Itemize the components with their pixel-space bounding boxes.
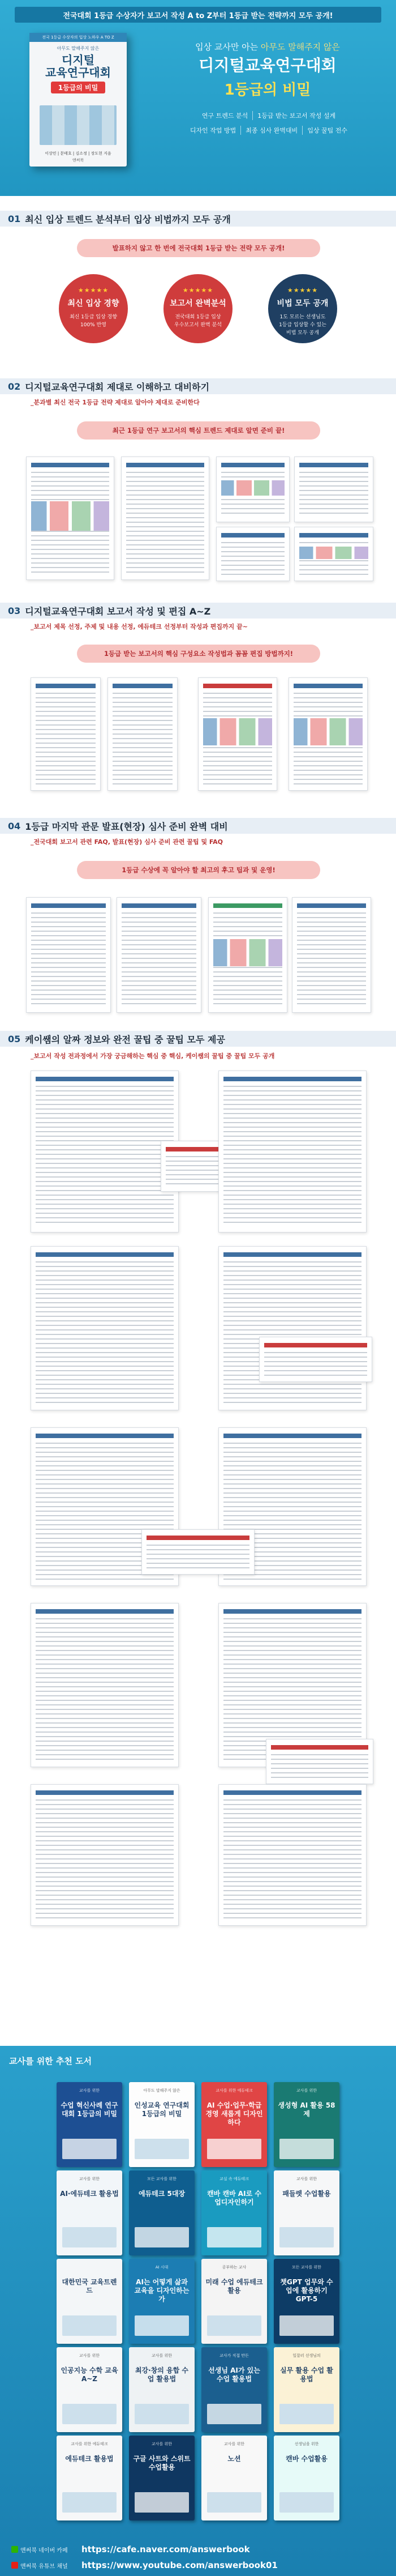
page-sample (294, 527, 373, 581)
section-title: 디지털교육연구대회 제대로 이해하고 대비하기 (25, 381, 210, 393)
book-card[interactable] (129, 2082, 195, 2167)
book-card-sub: 교사를 위한 (79, 2177, 100, 2181)
book-card[interactable] (129, 2170, 195, 2255)
book-card-sub: 모든 교사를 위한 (292, 2265, 321, 2270)
book-card-title: 인공지능 수학 교육 A~Z (61, 2366, 118, 2383)
circle-desc-line: 비법 모두 공개 (286, 330, 319, 336)
book-card-sub: 일잘러 선생님의 (292, 2353, 321, 2358)
book-title (29, 54, 127, 79)
cafe-label: 앤써북 네이버 카페 (20, 2547, 68, 2554)
book-card-title: 인성교육 연구대회 1등급의 비밀 (134, 2101, 190, 2118)
book-card-title: 생성형 AI 활용 58제 (278, 2101, 335, 2118)
book-card-title: 수업 혁신사례 연구대회 1등급의 비밀 (61, 2101, 118, 2118)
page-sample (218, 1784, 367, 1926)
page-sample (26, 897, 111, 1013)
page-sample (31, 677, 101, 791)
star-rating-icon: ★★★★★ (287, 287, 318, 294)
book-card-title: 대한민국 교육트렌드 (62, 2278, 117, 2294)
book-cover (29, 33, 127, 167)
book-card[interactable] (129, 2259, 195, 2344)
youtube-label: 앤써북 유튜브 채널 (20, 2563, 68, 2570)
book-card-sub: 교사를 위한 (151, 2442, 173, 2446)
section-02-pill: 최근 1등급 연구 보고서의 핵심 트렌드 제대로 알면 준비 끝! (77, 421, 320, 440)
section-05-note: _보고서 작성 전과정에서 가장 궁금해하는 핵심 중 핵심, 케이쌤의 꿀팁 중 꿀팁 모두 공개 (31, 1052, 275, 1060)
circle-title: 최신 입상 경향 (67, 299, 119, 308)
circle-title: 보고서 완벽분석 (170, 299, 226, 308)
section-title: 1등급 마지막 관문 발표(현장) 심사 준비 완벽 대비 (25, 821, 228, 832)
hero-tags (153, 111, 385, 140)
book-card[interactable] (57, 2259, 122, 2344)
section-04-pill: 1등급 수상에 꼭 알아야 할 최고의 후고 팁과 및 운영! (77, 861, 320, 879)
hero-banner (0, 0, 396, 196)
page-sample (208, 897, 287, 1013)
youtube-link[interactable]: https://www.youtube.com/answerbook01 (81, 2560, 278, 2570)
book-card[interactable] (201, 2436, 267, 2520)
circle-desc-line: 우수보고서 완벽 분석 (174, 322, 222, 328)
section-03-desc: _보고서 제목 선정, 주제 및 내용 선정, 에듀테크 선정부터 작성과 편집까지 끝~ (31, 623, 248, 630)
book-card-sub: 교사가 직접 만든 (219, 2353, 249, 2358)
page-sample (26, 457, 114, 580)
page-sample (31, 1246, 179, 1410)
book-card[interactable] (57, 2436, 122, 2520)
section-number: 01 (8, 213, 21, 224)
tip-callout (259, 1337, 372, 1382)
book-card[interactable] (57, 2170, 122, 2255)
book-subtitle: 아무도 말해주지 않은 (57, 46, 100, 51)
tip-callout (141, 1529, 255, 1575)
hero-tag: 디자인 작업 방법 (190, 126, 241, 135)
book-card-title: 노션 (227, 2455, 241, 2463)
section-title: 최신 입상 트렌드 분석부터 입상 비법까지 모두 공개 (25, 214, 231, 225)
section-number: 04 (8, 820, 21, 831)
book-card-sub: 교사를 위한 (79, 2353, 100, 2358)
book-card[interactable] (129, 2436, 195, 2520)
book-card-title: 캔바 수업활용 (286, 2455, 328, 2463)
book-title-line2: 교육연구대회 (45, 66, 111, 79)
section-title: 케이쌤의 알짜 정보와 완전 꿀팁 중 꿀팁 모두 제공 (25, 1034, 225, 1045)
book-author: 이상민 | 문태호 | 김소정 | 장도현 지음 (45, 151, 111, 156)
circle-desc (268, 313, 337, 337)
book-card-title: 에듀테크 5대장 (138, 2190, 186, 2198)
book-card[interactable] (274, 2347, 339, 2432)
page-sample (292, 897, 371, 1013)
feature-circle-secret (268, 274, 337, 343)
book-card-sub: 교사를 위한 에듀테크 (216, 2088, 253, 2093)
section-number: 03 (8, 605, 21, 616)
page-sample (294, 457, 373, 522)
book-card-title: 챗GPT 업무와 수업에 활용하기 GPT-5 (280, 2278, 333, 2303)
book-publisher: 앤써북 (72, 158, 84, 163)
book-card-title: AI·에듀테크 활용법 (60, 2190, 119, 2198)
page-sample (289, 677, 368, 791)
circle-desc-line: 최신 1등급 입상 경향 (70, 314, 117, 320)
book-card-sub: 교사를 위한 에듀테크 (71, 2442, 108, 2446)
book-card[interactable] (201, 2259, 267, 2344)
section-01-pill: 발표하지 않고 한 번에 전국대회 1등급 받는 전략 모두 공개! (77, 239, 320, 257)
hero-tag: 연구 트렌드 분석 (202, 111, 253, 120)
tip-callout (266, 1739, 373, 1784)
book-card-sub: 공부하는 교사 (222, 2265, 247, 2270)
hero-tag: 최종 심사 완벽대비 (246, 126, 303, 135)
hero-strip: 전국대회 1등급 수상자가 보고서 작성 A to Z부터 1등급 받는 전략까지 모두 공개! (15, 7, 381, 23)
section-title: 디지털교육연구대회 보고서 작성 및 편집 A~Z (25, 605, 211, 617)
page-sample (198, 677, 277, 791)
book-card[interactable] (129, 2347, 195, 2432)
book-title-line1: 디지털 (62, 53, 94, 67)
circle-desc-line: 1등급 입상할 수 있는 (279, 322, 326, 328)
feature-circle-trend (59, 274, 128, 343)
circle-desc (163, 313, 233, 329)
hero-title: 디지털교육연구대회 (199, 56, 337, 75)
book-card-title: AI는 어떻게 삶과 교육을 디자인하는가 (134, 2278, 190, 2303)
section-03-pill: 1등급 받는 보고서의 핵심 구성요소 작성법과 꼼꼼 편집 방법까지! (77, 645, 320, 663)
recommended-books-grid (57, 2082, 339, 2518)
section-03-header (0, 603, 396, 619)
hero-intro (152, 41, 384, 53)
book-top-band: 전국 1등급 수상자의 입상 노하우 A TO Z (29, 33, 127, 42)
section-04-desc: _전국대회 보고서 관련 FAQ, 발표(현장) 심사 준비 관련 꿀팁 및 FAQ (31, 838, 223, 846)
book-card-sub: 선생님을 위한 (294, 2442, 319, 2446)
book-card-sub: 교사를 위한 (223, 2442, 245, 2446)
book-card-title: 캔바 캔바 AI로 수업디자인하기 (207, 2190, 261, 2206)
page-sample (31, 1603, 179, 1767)
book-card[interactable] (201, 2347, 267, 2432)
circle-desc-line: 1도 모르는 선생님도 (279, 314, 326, 320)
book-card[interactable] (201, 2082, 267, 2167)
book-badge: 1등급의 비밀 (51, 82, 105, 93)
page-sample (218, 1071, 367, 1232)
book-card-sub: 교사를 위한 (296, 2177, 317, 2181)
book-card-title: AI 수업·업무·학급경영 새롭게 디자인하다 (205, 2101, 263, 2126)
book-card-sub: 아무도 말해주지 않은 (143, 2088, 180, 2093)
book-card-title: 최강·창의 융합 수업 활용법 (135, 2366, 189, 2383)
naver-cafe-icon (11, 2546, 18, 2553)
section-number: 02 (8, 381, 21, 392)
star-rating-icon: ★★★★★ (78, 287, 109, 294)
section-01-header (0, 211, 396, 227)
hero-subtitle: 1등급의 비밀 (224, 82, 311, 99)
book-card-sub: 교실 속 에듀테크 (219, 2177, 249, 2181)
book-card[interactable] (274, 2436, 339, 2520)
section-04-header (0, 818, 396, 834)
footer-youtube[interactable] (0, 2560, 396, 2570)
circle-title: 비법 모두 공개 (277, 299, 329, 308)
page-sample (218, 1246, 367, 1410)
hero-tag: 1등급 받는 보고서 작성 설계 (257, 112, 336, 120)
circle-desc-line: 전국대회 1등급 입상 (175, 314, 221, 320)
book-card-sub: 교사를 위한 (296, 2088, 317, 2093)
footer-cafe[interactable] (0, 2544, 396, 2554)
book-card[interactable] (274, 2082, 339, 2167)
book-card-title: 실무 활용 수업 활용법 (280, 2366, 333, 2383)
book-card-sub: 모든 교사를 위한 (147, 2177, 177, 2181)
circle-desc-line: 100% 반영 (80, 322, 106, 328)
book-card-title: 미래 수업 에듀테크 활용 (205, 2278, 263, 2294)
book-card-title: 에듀테크 활용법 (65, 2455, 114, 2463)
recommended-title: 교사를 위한 추천 도서 (9, 2056, 92, 2066)
section-05-header (0, 1031, 396, 1047)
hero-intro-pre: 입상 교사만 아는 (195, 42, 261, 52)
cafe-link[interactable]: https://cafe.naver.com/answerbook (81, 2544, 250, 2554)
star-rating-icon: ★★★★★ (182, 287, 214, 294)
page-sample (216, 457, 290, 522)
book-illustration (40, 105, 117, 145)
book-card-sub: AI 시대 (155, 2265, 169, 2270)
page-sample (31, 1071, 179, 1232)
book-card-title: 구글 사트와 스위트 수업활용 (133, 2455, 191, 2471)
circle-desc (59, 313, 128, 329)
book-card[interactable] (274, 2170, 339, 2255)
section-02-desc: _분과별 최신 전국 1등급 전략 제대로 알아야 제대로 준비한다 (31, 399, 200, 406)
book-card[interactable] (57, 2082, 122, 2167)
book-card-title: 패들렛 수업활용 (282, 2190, 331, 2198)
page-sample (121, 457, 209, 580)
section-number: 05 (8, 1033, 21, 1044)
book-card[interactable] (57, 2347, 122, 2432)
page-sample (31, 1784, 179, 1926)
hero-tag: 입상 꿀팁 전수 (307, 127, 348, 134)
book-card-sub: 교사를 위한 (151, 2353, 173, 2358)
page-sample (107, 677, 178, 791)
book-card[interactable] (274, 2259, 339, 2344)
section-02-header (0, 378, 396, 394)
book-card-sub: 교사를 위한 (79, 2088, 100, 2093)
hero-intro-highlight: 아무도 말해주지 않은 (260, 42, 340, 52)
page-sample (117, 897, 201, 1013)
book-card[interactable] (201, 2170, 267, 2255)
youtube-icon (11, 2562, 18, 2569)
page-sample (216, 527, 290, 581)
feature-circle-analysis (163, 274, 233, 343)
book-card-title: 선생님 AI가 있는 수업 활용법 (208, 2366, 260, 2383)
